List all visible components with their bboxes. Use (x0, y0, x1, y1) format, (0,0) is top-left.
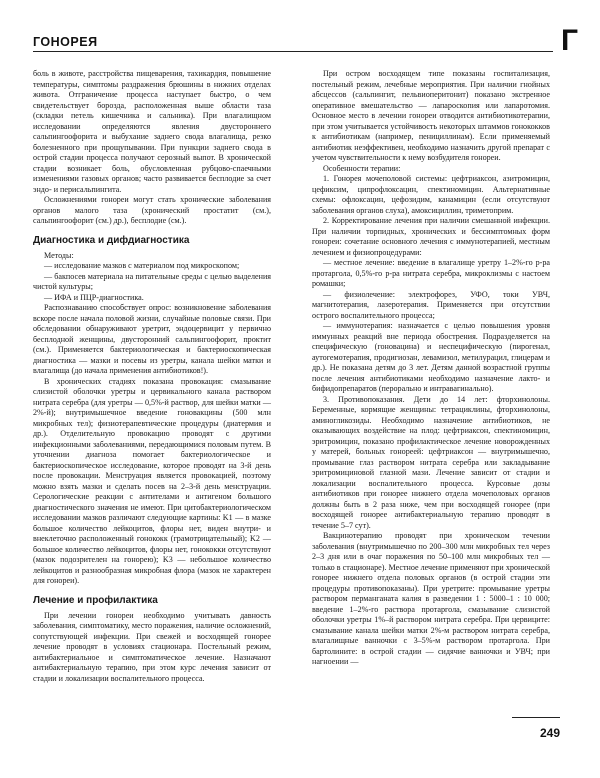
section-heading-diagnostics: Диагностика и дифдиагностика (33, 234, 190, 246)
paragraph: — иммунотерапия: назначается с целью повышения уровня иммунных реакций вне периода обострения. Подразделяется на специфическую (гоновацина) и неспецифическую (пирогенал, аутогемотерапия, продигиозан, левамизол, метилурацил, глицерам и др.). Не показана детям до 3 лет. Детям данной возрастной группы после лечения антибиотиками необходимо назначение лакто- и бифидопрепаратов (перорально и интравагинально). (312, 321, 550, 393)
paragraph: Распознаванию способствует опрос: возникновение заболевания вскоре после начала половой жизни, случайные половые связи. При обследовании обнаруживают уретрит, эндоцервицит у первично бесплодной женщины, двусторонний сальпингоофорит, проктит (см.). Применяется бактериологическая и бактериоскопическая диагностика — мазки и посевы из уретры, канала шейки матки и влагалища (до начала применения антибиотиков!). (33, 303, 271, 375)
paragraph: При остром восходящем типе показаны госпитализация, постельный режим, лечебные мероприятия. При наличии гнойных абсцессов (сальпингит, пельвиоперитонит) показано экстренное оперативное вмешательство — лапароскопия или лапаротомия. Основное место в лечении гонореи отводится антибиотикотерапии, при этом учитывается устойчивость некоторых штаммов гонококков к антибиотикам (например, пенициллинам). Если применяемый антибиотик неэффективен, необходимо назначить другой препарат с учетом чувствительности к нему возбудителя гонореи. (312, 69, 550, 162)
methods-title: Методы: (44, 250, 74, 260)
list-item: — исследование мазков с материалом под микроскопом; (44, 261, 240, 270)
section-heading-treatment: Лечение и профилактика (33, 594, 158, 606)
list-item: — ИФА и ПЦР-диагностика. (44, 292, 144, 302)
paragraph: — физиолечение: электрофорез, УФО, токи УВЧ, магнитотерапия, лазеротерапия. Применяется при отсутствии острого воспалительного процесса; (312, 289, 550, 320)
paragraph: При лечении гонореи необходимо учитывать давность заболевания, симптоматику, место поражения, наличие осложнений, сопутствующей инфекции. При свежей и восходящей гонорее лечение проводят в условиях стационара. Постельный режим, антибактериальное и симптоматическое лечение. Назначают антибактериальную терапию, при этом курс лечения зависит от стадии и локализации воспалительного процесса. (33, 610, 271, 683)
right-column (312, 69, 550, 668)
paragraph: Вакцинотерапию проводят при хроническом течении заболевания (внутримышечно по 200–300 млн микробных тел через 2–3 дня или в очаг поражения по 50–100 млн микробных тел — только в стационаре). Местное лечение применяют при хронической гонорее нижнего отдела половых органов (в острой стадии эти процедуры противопоказаны). При уретрите: промывание уретры раствором перманганата калия в разведении 1 : 5000–1 : 10 000; введение 1–2%-го раствора протаргола, смазывание слизистой оболочки уретры 1%–й раствором нитрата серебра. При цервиците: смазывание канала шейки матки 2%-м раствором нитрата серебра, влагалищные ванночки с 3–5%-м раствором протаргола. При бартолините: в острой стадии — сидячие ванночки и УВЧ; при нагноении — (312, 531, 550, 666)
alphabet-letter: Г (561, 24, 579, 57)
paragraph: 2. Корректирование лечения при наличии смешанной инфекции. При наличии торпидных, хронических и бессимптомных форм гонореи: сочетание основного лечения с иммунотерапией, местным лечением и физиопроцедурами: (312, 216, 550, 257)
running-head-title: ГОНОРЕЯ (33, 35, 98, 49)
paragraph: Особенности терапии: (323, 163, 401, 173)
paragraph: Осложнениями гонореи могут стать хронические заболевания органов малого таза (хронический простатит (см.), сальпингоофорит (см.) др.), бесплодие (см.). (33, 195, 271, 225)
paragraph: 1. Гонорея мочеполовой системы: цефтриаксон, азитромицин, цефиксим, ципрофлоксацин, спектиномицин. Альтернативные схемы: офлоксацин, цефозидим, канамицин (если отсутствуют заболевания органов слуха), амоксициллин, триметоприм. (312, 174, 550, 215)
page-footer (512, 717, 560, 744)
alphabet-tab (553, 22, 600, 58)
paragraph: В хронических стадиях показана провокация: смазывание слизистой оболочки уретры и цервикального канала раствором нитрата серебра (для уретры — 0,5%-й раствор, для шейки матки — 2%-й); внутримышечное введение гоновакцины (500 млн микробных тел); физиотерапевтические процедуры (диатермия и др.). Отделительную провокацию проводят с другими инфекционными заболеваниями, передающимися половым путем. В уточнении диагноза помогает бактериологическое и бактериоскопическое исследование, которое проводят на 3-й день после провокации. Менструация является провокацией, поэтому можно взять мазки и сделать посев на 2–3-й день менструации. Серологические реакции с антителами и антигеном большого диагностического значения не имеют. При цитобактериологическом исследовании мазков различают следующие картины: K1 — в мазке большое количество лейкоцитов, флоры нет, виден внутри- и внеклеточно расположенный гонококк (грамотрицательный); K2 — большое количество лейкоцитов, флоры нет, гонококки отсутствуют (мазок подозрителен на гонорею); K3 — небольшое количество лейкоцитов и разнообразная микробная флора (мазок не характерен для гонореи). (33, 376, 271, 585)
page-number: 249 (539, 726, 560, 740)
list-item: — бакпосев материала на питательные среды с целью выделения чистой культуры; (33, 271, 271, 291)
running-header (33, 33, 560, 52)
paragraph: — местное лечение: введение в влагалище уретру 1–2%-го р-ра протаргола, 0,5%-го р-ра нитрата серебра, микроклизмы с настоем ромашки; (312, 258, 550, 288)
paragraph: 3. Противопоказания. Дети до 14 лет: фторхинолоны. Беременные, кормящие женщины: тетрациклины, фторхинолоны, аминогликозиды. Необходимо назначение антибиотиков, не оказывающих воздействие на плод: цефтриаксон, спектиномицин, эритромицин, показано профилактическое лечение новорожденных у матерей, больных гонореей: цефтриаксон — внутримышечно, промывание глаз раствором нитрата серебра или закладывание эритромициновой глазной мази. Лечение зависит от стадии и локализации воспалительного процесса. Курсовые дозы антибиотиков при гонорее нижнего отдела мочеполовых органов должны быть в 2 раза ниже, чем при восходящей гонорее (при восходящей гонорее антибактериальную терапию проводят в течение 5–7 сут). (312, 394, 550, 530)
paragraph: боль в животе, расстройства пищеварения, тахикардия, повышение температуры, симптомы раздражения брюшины в нижних отделах живота. Отграничение процесса наступает быстро, о чем свидетельствует борозда, расположенная выше области таза (складки петель кишечника и сальника). При влагалищном исследовании определяются явления двустороннего сальпингоофорита и выбухание заднего свода влагалища, резко болезненного при прощупывании. При пункции заднего свода в острой стадии процесса получают серозный выпот. В хронической стадии возникает боль, обусловленная рубцово-спаечными изменениями газовых органов; часто развивается бесплодие за счет эндо- и перисальпингита. (33, 69, 271, 194)
left-column (33, 69, 271, 684)
